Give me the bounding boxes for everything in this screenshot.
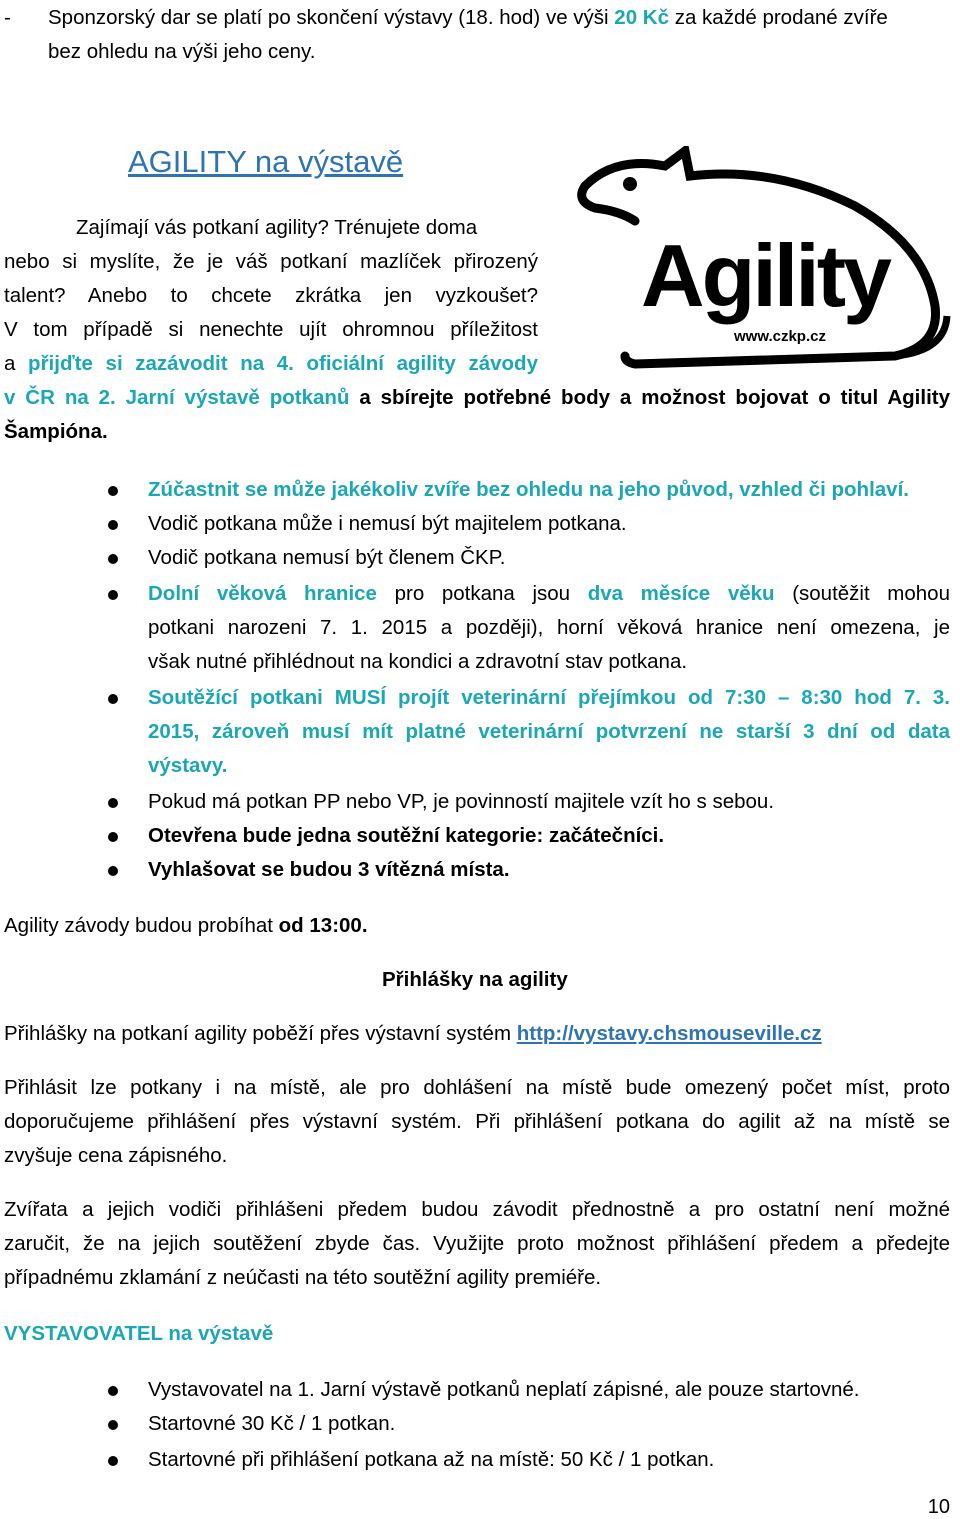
rule-5-line-1: Soutěžící potkani MUSÍ projít veterinární přejímkou od 7:30 – 8:30 hod 7. 3.	[148, 686, 950, 709]
registration-link[interactable]: http://vystavy.chsmouseville.cz	[516, 1022, 822, 1045]
bullet	[108, 694, 118, 704]
intro-line-6: v ČR na 2. Jarní výstavě potkanů a sbírejte potřebné body a možnost bojovat o titul Agility	[4, 386, 950, 409]
bullet	[108, 520, 118, 530]
rat-logo-icon	[575, 146, 955, 376]
intro-line-7: Šampióna.	[4, 420, 108, 443]
intro-line-5: a přijďte si zazávodit na 4. oficiální agility závody	[4, 352, 538, 375]
logo-url: www.czkp.cz	[734, 328, 826, 345]
intro-line-2: nebo si myslíte, že je váš potkaní mazlíček přirozený	[4, 250, 538, 273]
bullet	[108, 1420, 118, 1430]
intro-line-1: Zajímají vás potkaní agility? Trénujete doma	[76, 216, 478, 239]
rule-5-line-3: výstavy.	[148, 754, 228, 777]
bullet	[108, 554, 118, 564]
logo-text: Agility	[641, 226, 889, 325]
priority-line-3: případnému zklamání z neúčasti na této soutěžní agility premiéře.	[4, 1266, 602, 1289]
bullet	[108, 1386, 118, 1396]
rule-6: Pokud má potkan PP nebo VP, je povinností majitele vzít ho s sebou.	[148, 790, 775, 813]
rule-3: Vodič potkana nemusí být členem ČKP.	[148, 546, 506, 569]
rule-4-line-3: však nutné přihlédnout na kondici a zdravotní stav potkana.	[148, 650, 688, 673]
intro-line-3: talent? Anebo to chcete zkrátka jen vyzkoušet?	[4, 284, 538, 307]
agility-logo	[575, 146, 955, 376]
bullet	[108, 798, 118, 808]
bullet	[108, 832, 118, 842]
rule-4-line-2: potkani narozeni 7. 1. 2015 a později), horní věková hranice není omezena, je	[148, 616, 950, 639]
start-time: Agility závody budou probíhat od 13:00.	[4, 914, 368, 937]
dash-marker: -	[4, 6, 11, 29]
rule-1: Zúčastnit se může jakékoliv zvíře bez ohledu na jeho původ, vzhled či pohlaví.	[148, 478, 909, 501]
rule-5-line-2: 2015, zároveň musí mít platné veterinární potvrzení ne starší 3 dní od data	[148, 720, 950, 743]
rule-8: Vyhlašovat se budou 3 vítězná místa.	[148, 858, 510, 881]
registration-heading: Přihlášky na agility	[382, 968, 568, 991]
exhibitor-heading: VYSTAVOVATEL na výstavě	[4, 1322, 274, 1345]
sponsor-line-2: bez ohledu na výši jeho ceny.	[48, 40, 316, 63]
rule-4-line-1: Dolní věková hranice pro potkana jsou dva měsíce věku (soutěžit mohou	[148, 582, 950, 605]
onsite-line-2: doporučujeme přihlášení přes výstavní systém. Při přihlášení potkana do agilit až na místě se	[4, 1110, 950, 1133]
bullet	[108, 1456, 118, 1466]
intro-line-4: V tom případě si nenechte ujít ohromnou příležitost	[4, 318, 538, 341]
exhibitor-item-2: Startovné 30 Kč / 1 potkan.	[148, 1412, 396, 1435]
bullet	[108, 590, 118, 600]
rule-2: Vodič potkana může i nemusí být majitelem potkana.	[148, 512, 627, 535]
exhibitor-item-3: Startovné při přihlášení potkana až na místě: 50 Kč / 1 potkan.	[148, 1448, 715, 1471]
bullet	[108, 486, 118, 496]
onsite-line-1: Přihlásit lze potkany i na místě, ale pro dohlášení na místě bude omezený počet míst, proto	[4, 1076, 950, 1099]
registration-line: Přihlášky na potkaní agility poběží přes výstavní systém http://vystavy.chsmouseville.cz	[4, 1022, 822, 1045]
page-number: 10	[927, 1496, 950, 1518]
onsite-line-3: zvyšuje cena zápisného.	[4, 1144, 228, 1167]
priority-line-2: zaručit, že na jejich soutěžení zbyde čas. Využijte proto možnost přihlášení předem a předejte	[4, 1232, 950, 1255]
priority-line-1: Zvířata a jejich vodiči přihlášeni předem budou závodit přednostně a pro ostatní není možné	[4, 1198, 950, 1221]
agility-heading: AGILITY na výstavě	[128, 144, 404, 179]
sponsor-line-1: Sponzorský dar se platí po skončení výstavy (18. hod) ve výši 20 Kč za každé prodané zvíře	[48, 6, 888, 29]
rule-7: Otevřena bude jedna soutěžní kategorie: začátečníci.	[148, 824, 665, 847]
exhibitor-item-1: Vystavovatel na 1. Jarní výstavě potkanů neplatí zápisné, ale pouze startovné.	[148, 1378, 860, 1401]
sponsor-amount: 20 Kč	[614, 6, 670, 29]
bullet	[108, 866, 118, 876]
